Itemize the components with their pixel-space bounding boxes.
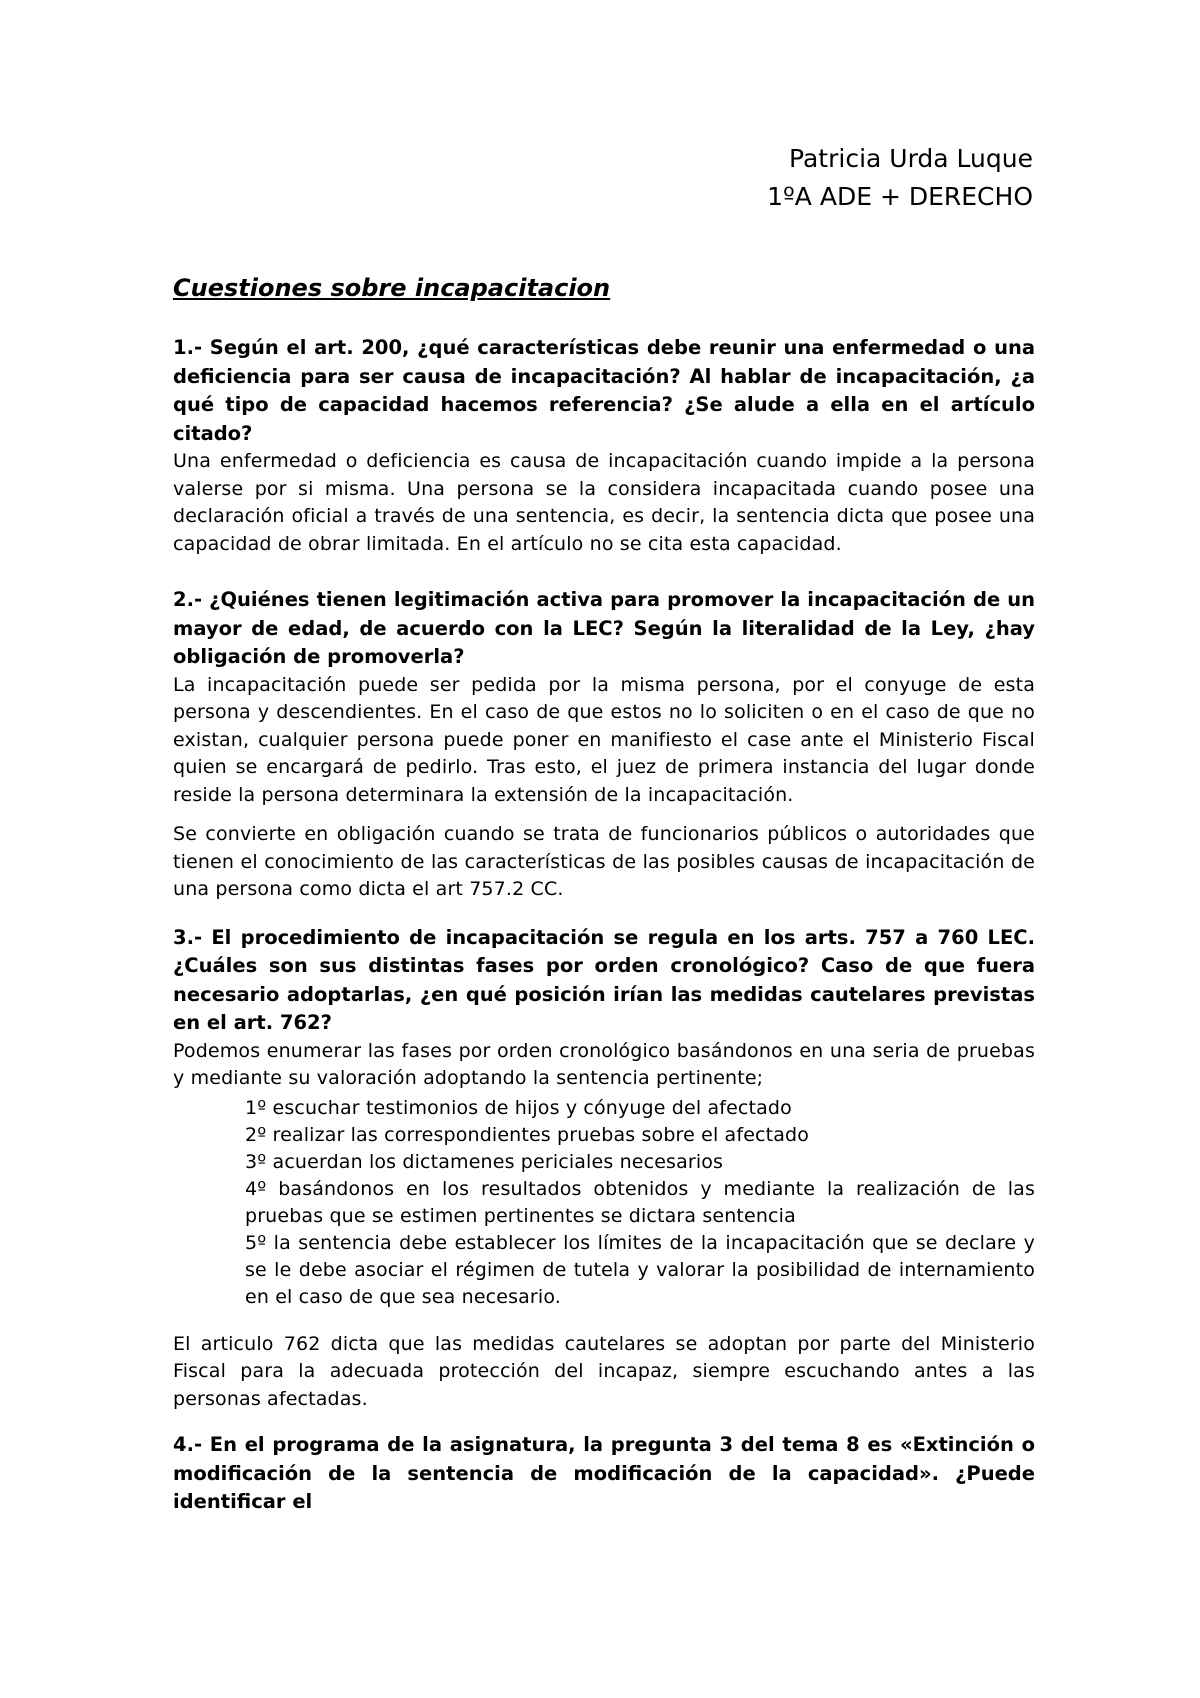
document-page [173,140,1035,1517]
phase-item: 2º realizar las correspondientes pruebas sobre el afectado [245,1123,810,1146]
phase-item: 1º escuchar testimonios de hijos y cónyuge del afectado [245,1096,792,1119]
question-2: 2.- ¿Quiénes tienen legitimación activa para promover la incapacitación de un mayor de edad, de acuerdo con la LEC? Según la literalidad de la Ley, ¿hay obligación de promoverla? [173,588,1035,668]
answer-2: La incapacitación puede ser pedida por la misma persona, por el conyuge de esta persona y descendientes. En el caso de que estos no lo soliciten o en el caso de que no existan, cualquier persona puede poner en manifiesto el case ante el Ministerio Fiscal quien se encargará de pedirlo. Tras esto, el juez de primera instancia del lugar donde reside la persona determinara la extensión de la incapacitación. [173,673,1035,806]
question-3: 3.- El procedimiento de incapacitación se regula en los arts. 757 a 760 LEC. ¿Cuáles son sus distintas fases por orden cronológico? Caso de que fuera necesario adoptarlas, ¿en qué posición irían las medidas cautelares previstas en el art. 762? [173,925,1035,1034]
phase-item: 5º la sentencia debe establecer los límites de la incapacitación que se declare y se le debe asociar el régimen de tutela y valorar la posibilidad de internamiento en el caso de que sea necesario. [245,1231,1035,1308]
phase-item: 3º acuerdan los dictamenes periciales necesarios [245,1150,724,1173]
question-4: 4.- En el programa de la asignatura, la pregunta 3 del tema 8 es «Extinción o modificación de la sentencia de modificación de la capacidad». ¿Puede identificar el [173,1433,1035,1513]
document-title: Cuestiones sobre incapacitacion [173,274,611,302]
author-name: Patricia Urda Luque [789,144,1033,173]
phases-list [173,1095,1035,1311]
phase-item: 4º basándonos en los resultados obtenidos y mediante la realización de las pruebas que se estimen pertinentes se dictara sentencia [245,1177,1035,1227]
document-header [173,140,1035,216]
course-name: 1ºA ADE + DERECHO [767,182,1033,211]
answer-3-paragraph-2: El articulo 762 dicta que las medidas cautelares se adoptan por parte del Ministerio Fiscal para la adecuada protección del incapaz, siempre escuchando antes a las personas afectadas. [173,1332,1035,1410]
answer-3: Podemos enumerar las fases por orden cronológico basándonos en una seria de pruebas y mediante su valoración adoptando la sentencia pertinente; [173,1039,1035,1089]
question-1: 1.- Según el art. 200, ¿qué características debe reunir una enfermedad o una deficiencia para ser causa de incapacitación? Al hablar de incapacitación, ¿a qué tipo de capacidad hacemos referencia? ¿Se alude a ella en el artículo citado? [173,336,1035,445]
answer-2-paragraph-2: Se convierte en obligación cuando se trata de funcionarios públicos o autoridades que tienen el conocimiento de las características de las posibles causas de incapacitación de una persona como dicta el art 757.2 CC. [173,823,1035,900]
answer-1: Una enfermedad o deficiencia es causa de incapacitación cuando impide a la persona valerse por si misma. Una persona se la considera incapacitada cuando posee una declaración oficial a través de una sentencia, es decir, la sentencia dicta que posee una capacidad de obrar limitada. En el artículo no se cita esta capacidad. [173,450,1035,555]
